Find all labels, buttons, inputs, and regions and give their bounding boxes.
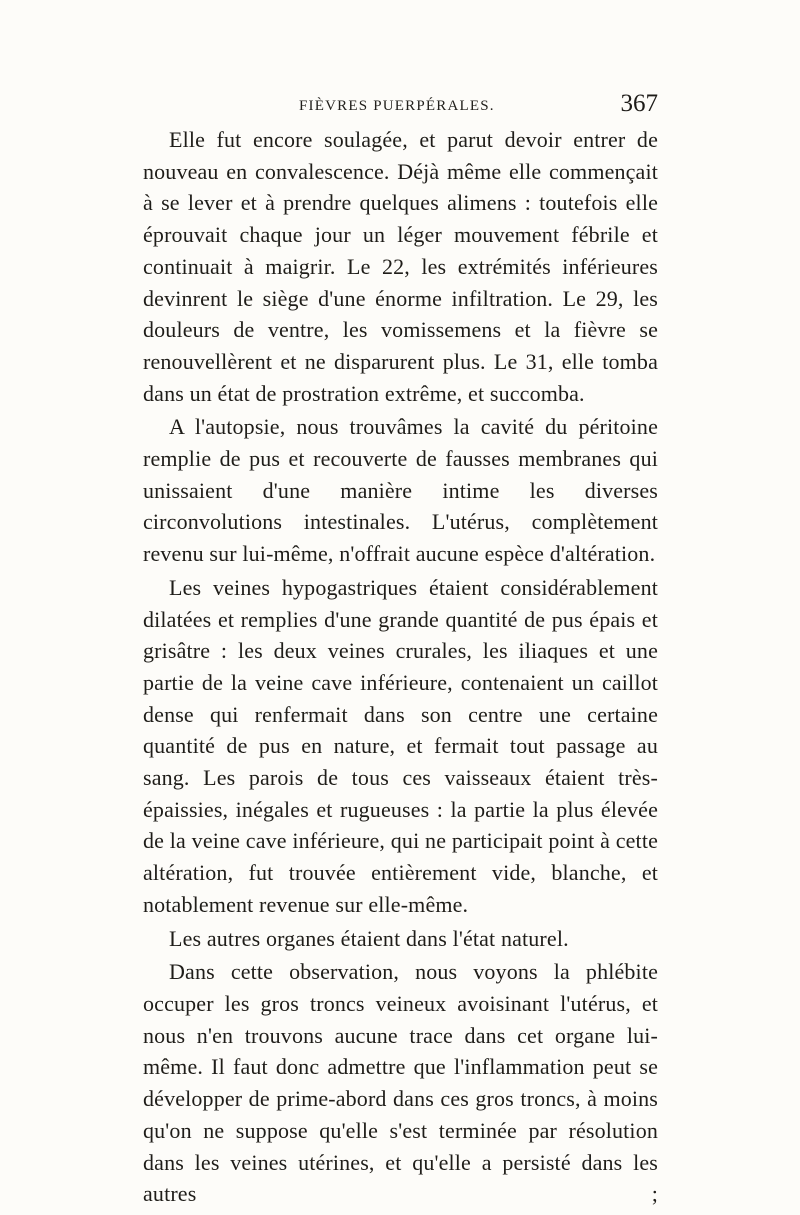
- paragraph: Elle fut encore soulagée, et parut devoir entrer de nouveau en convalescence. Déjà même elle commençait à se lever et à prendre quelques alimens : toutefois elle éprouvait chaque jour un léger mouvement fébrile et continuait à maigrir. Le 22, les extrémités inférieures devinrent le siège d'une énorme infiltration. Le 29, les douleurs de ventre, les vomissemens et la fièvre se renouvellèrent et ne disparurent plus. Le 31, elle tomba dans un état de prostration extrême, et succomba.: [143, 127, 658, 406]
- page-number: 367: [620, 90, 658, 117]
- paragraph: A l'autopsie, nous trouvâmes la cavité du péritoine remplie de pus et recouverte de fausses membranes qui unissaient d'une manière intime les diverses circonvolutions intestinales. L'utérus, complètement revenu sur lui-même, n'offrait aucune espèce d'altération.: [143, 414, 658, 567]
- paragraph: Les veines hypogastriques étaient considérablement dilatées et remplies d'une grande quantité de pus épais et grisâtre : les deux veines crurales, les iliaques et une partie de la veine cave inférieure, contenaient un caillot dense qui renfermait dans son centre une certaine quantité de pus en nature, et fermait tout passage au sang. Les parois de tous ces vaisseaux étaient très-épaissies, inégales et rugueuses : la partie la plus élevée de la veine cave inférieure, qui ne participait point à cette altération, fut trouvée entièrement vide, blanche, et notablement revenue sur elle-même.: [143, 574, 658, 917]
- body-text: [143, 124, 658, 1212]
- paragraph: Dans cette observation, nous voyons la phlébite occuper les gros troncs veineux avoisinant l'utérus, et nous n'en trouvons aucune trace dans cet organe lui-même. Il faut donc admettre que l'inflammation peut se développer de prime-abord dans ces gros troncs, à moins qu'on ne suppose qu'elle s'est terminée par résolution dans les veines utérines, et qu'elle a persisté dans les autres ;: [143, 959, 658, 1207]
- paragraph: Les autres organes étaient dans l'état naturel.: [169, 925, 569, 951]
- page-header: [143, 92, 658, 122]
- running-head: FIÈVRES PUERPÉRALES.: [299, 98, 495, 114]
